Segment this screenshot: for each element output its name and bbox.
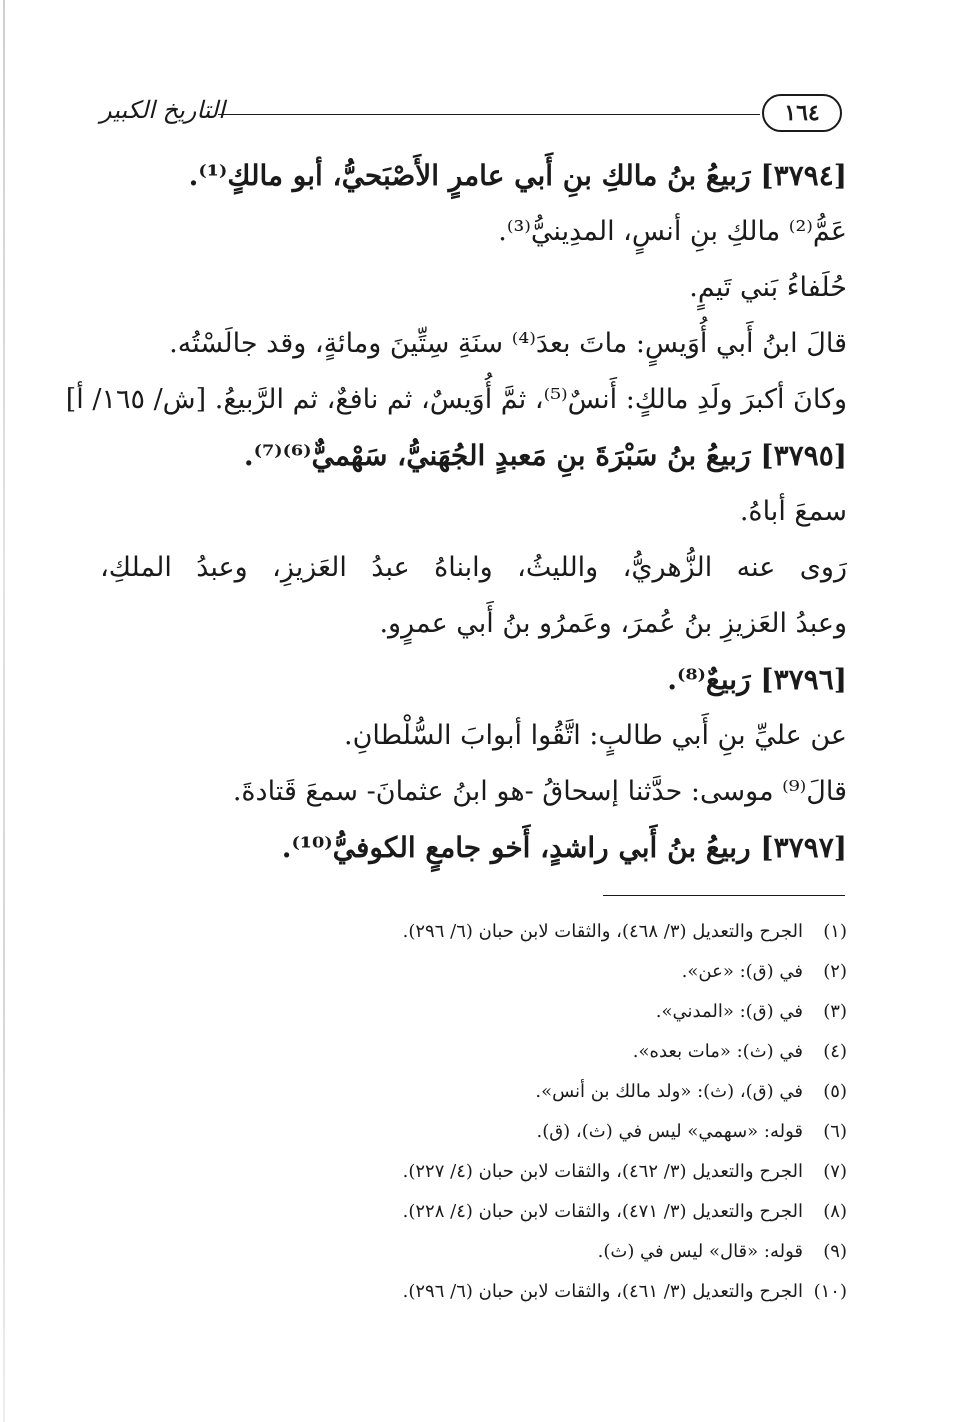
footnote-number: (٢)	[823, 961, 847, 982]
text-line: قالَ⁽⁹⁾ موسى: حدَّثنا إسحاقُ -هو ابنُ عثمانَ- سمعَ قَتادةَ.	[232, 776, 847, 807]
word: رَوى	[799, 552, 847, 583]
word: عنه	[736, 552, 776, 583]
footnote-text: قوله: «قال» ليس في (ث).	[597, 1241, 803, 1262]
main-text	[65, 148, 847, 876]
footnote	[100, 1072, 847, 1112]
footnote-number: (١)	[823, 921, 847, 942]
text-line: عن عليِّ بنِ أَبي طالبٍ: اتَّقُوا أبوابَ السُّلْطانِ.	[344, 720, 847, 751]
footnote	[100, 1152, 847, 1192]
word: عبدُ	[371, 552, 410, 583]
page-header	[100, 92, 842, 142]
text-line: وعبدُ العَزيزِ بنُ عُمرَ، وعَمرُو بنُ أَبي عمرٍو.	[379, 608, 847, 639]
word: الزُّهريُّ،	[622, 552, 713, 583]
footnote-text: الجرح والتعديل (٣/ ٤٧١)، والثقات لابن حبان (٤/ ٢٢٨).	[402, 1201, 803, 1222]
footnote-text: الجرح والتعديل (٣/ ٤٦٢)، والثقات لابن حبان (٤/ ٢٢٧).	[402, 1161, 803, 1182]
text-line: قالَ ابنُ أَبي أُوَيسٍ: ماتَ بعدَ⁽⁴⁾ سنَةِ سِتِّينَ ومائةٍ، وقد جالَسْتُه.	[169, 328, 847, 359]
word: العَزيزِ،	[272, 552, 347, 583]
word: الملكِ،	[100, 552, 172, 583]
scan-edge	[3, 0, 5, 1422]
footnote-text: قوله: «سهمي» ليس في (ث)، (ق).	[536, 1121, 803, 1142]
word: وعبدُ	[196, 552, 248, 583]
text-line-justified	[100, 540, 847, 596]
text-line: وكانَ أكبرَ ولَدِ مالكٍ: أَنسٌ⁽⁵⁾، ثمَّ أُوَيسٌ، ثم نافعٌ، ثم الرَّبيعُ. [ش/ ١٦٥/ أ]	[65, 384, 847, 415]
entry-3795-heading: [٣٧٩٥] رَبيعُ بنُ سَبْرَةَ بنِ مَعبدٍ الجُهَنيُّ، سَهْميٌّ⁽⁶⁾⁽⁷⁾.	[243, 439, 847, 472]
text-line: سمعَ أباهُ.	[739, 496, 847, 527]
footnote-text: في (ق)، (ث): «ولد مالك بن أنس».	[535, 1081, 803, 1102]
word: والليثُ،	[517, 552, 599, 583]
footnote-text: في (ق): «عن».	[681, 961, 803, 982]
word: وابناهُ	[434, 552, 493, 583]
entry-3796-heading: [٣٧٩٦] رَبيعٌ⁽⁸⁾.	[667, 663, 847, 696]
footnote	[100, 912, 847, 952]
text-line: عَمُّ⁽²⁾ مالكِ بنِ أنسٍ، المدِينيُّ⁽³⁾.	[498, 216, 847, 247]
footnotes	[100, 912, 847, 1312]
footnote-number: (٩)	[823, 1241, 847, 1262]
footnote-number: (٤)	[823, 1041, 847, 1062]
entry-3797-heading: [٣٧٩٧] ربيعُ بنُ أَبي راشدٍ، أَخو جامعٍ الكوفيُّ⁽¹⁰⁾.	[281, 831, 847, 864]
footnote-number: (٨)	[823, 1201, 847, 1222]
footnote	[100, 1032, 847, 1072]
header-rule	[218, 114, 760, 115]
footnote-text: الجرح والتعديل (٣/ ٤٦٨)، والثقات لابن حبان (٦/ ٢٩٦).	[402, 921, 803, 942]
footnote-text: في (ق): «المدني».	[655, 1001, 803, 1022]
entry-3794-heading: [٣٧٩٤] رَبيعُ بنُ مالكِ بنِ أَبي عامرٍ الأَصْبَحيُّ، أبو مالكٍ⁽¹⁾.	[188, 159, 847, 192]
footnote-number: (٣)	[823, 1001, 847, 1022]
footnote	[100, 992, 847, 1032]
footnote	[100, 952, 847, 992]
footnote-text: في (ث): «مات بعده».	[632, 1041, 803, 1062]
book-title: التاريخ الكبير	[100, 96, 225, 124]
footnote	[100, 1112, 847, 1152]
footnote-number: (٧)	[823, 1161, 847, 1182]
footnote-separator	[603, 895, 845, 896]
footnote-number: (٥)	[823, 1081, 847, 1102]
text-line: حُلَفاءُ بَني تَيمٍ.	[689, 272, 847, 303]
footnote	[100, 1232, 847, 1272]
footnote	[100, 1192, 847, 1232]
page-number: ١٦٤	[762, 94, 842, 132]
footnote-text: الجرح والتعديل (٣/ ٤٦١)، والثقات لابن حبان (٦/ ٢٩٦).	[402, 1281, 803, 1302]
footnote-number: (٦)	[823, 1121, 847, 1142]
footnote	[100, 1272, 847, 1312]
footnote-number: (١٠)	[813, 1281, 847, 1302]
